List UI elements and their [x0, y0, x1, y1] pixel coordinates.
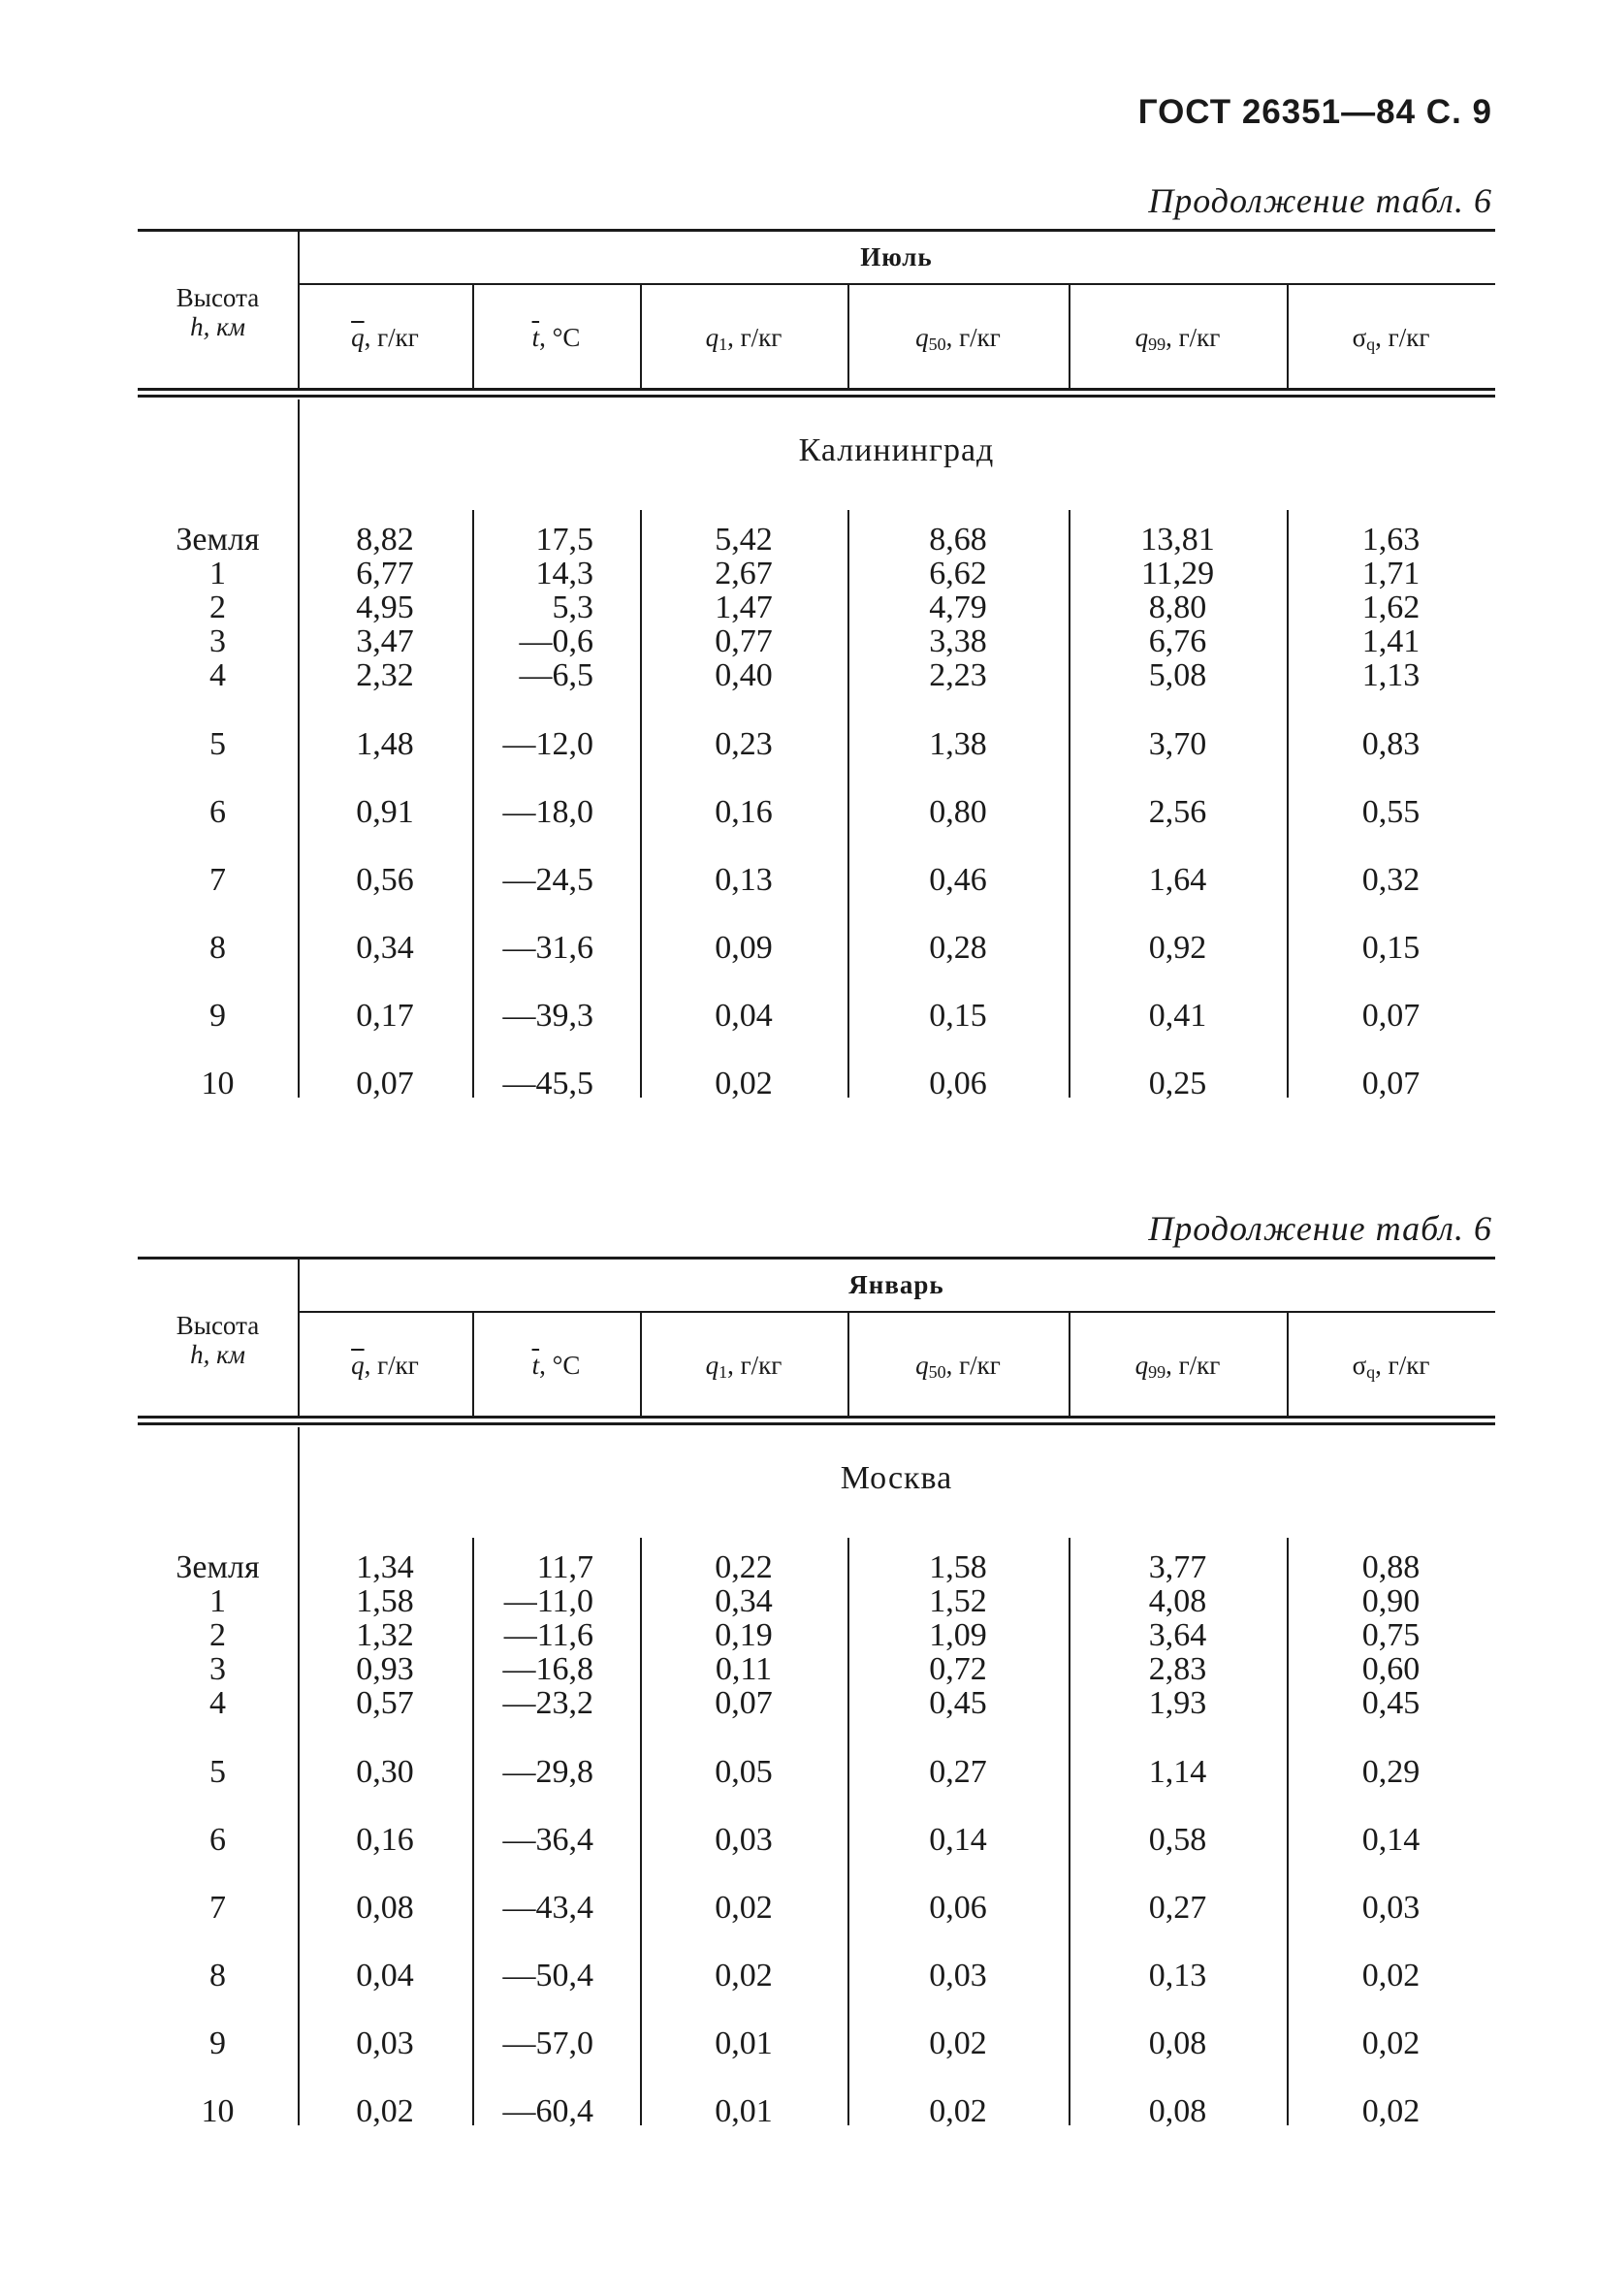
table-cell-q50: 0,80 — [929, 794, 987, 830]
column-symbol: $\overline{t}$ — [531, 1351, 540, 1380]
column-symbol: q — [1134, 323, 1149, 352]
table-cell-t: 11,7 — [536, 1549, 593, 1585]
column-unit: , г/кг — [945, 1351, 1001, 1380]
table-cell-q: 0,91 — [356, 794, 414, 830]
top-rule — [138, 229, 1495, 232]
row-height-label: 7 — [209, 862, 226, 898]
row-height-label: 10 — [201, 2093, 235, 2129]
table-cell-q99: 1,64 — [1148, 862, 1207, 898]
table-cell-q: 0,07 — [356, 1066, 414, 1101]
table-cell-q: 0,30 — [356, 1754, 414, 1790]
table-cell-t: 14,3 — [535, 556, 593, 591]
table-cell-q50: 0,46 — [929, 862, 987, 898]
table-cell-t: —18,0 — [502, 794, 593, 830]
table-cell-q50: 0,45 — [929, 1685, 987, 1721]
row-height-label: 6 — [209, 794, 226, 830]
header-rule — [138, 1416, 1495, 1425]
table-cell-q99: 8,80 — [1148, 590, 1207, 625]
row-height-label: 3 — [209, 623, 226, 659]
table-cell-sigma: 0,75 — [1361, 1617, 1421, 1653]
row-height-label: 7 — [209, 1890, 226, 1926]
table-cell-sigma: 0,83 — [1361, 726, 1421, 762]
table-cell-q: 1,32 — [356, 1617, 414, 1653]
table-cell-q50: 0,06 — [929, 1066, 987, 1101]
column-subscript: 1 — [719, 1362, 728, 1382]
column-unit: , г/кг — [364, 1351, 419, 1380]
column-unit: , г/кг — [727, 1351, 783, 1380]
column-subscript: 99 — [1148, 1362, 1166, 1382]
table-cell-q1: 0,16 — [715, 794, 773, 830]
table-cell-q1: 0,04 — [715, 998, 773, 1034]
table-cell-sigma: 1,71 — [1361, 556, 1421, 591]
table-cell-q99: 2,56 — [1148, 794, 1207, 830]
table-cell-q: 0,16 — [356, 1822, 414, 1858]
row-height-label: 3 — [209, 1651, 226, 1687]
table-july-kaliningrad — [138, 229, 1495, 1135]
stub-label-line2: h, км — [190, 312, 245, 341]
table-cell-q: 0,93 — [356, 1651, 414, 1687]
table-cell-q99: 5,08 — [1148, 657, 1207, 693]
table-cell-q50: 0,03 — [929, 1958, 987, 1993]
table-cell-q99: 6,76 — [1148, 623, 1207, 659]
table-cell-q50: 0,27 — [929, 1754, 987, 1790]
table-cell-sigma: 0,07 — [1361, 998, 1421, 1034]
table-cell-q99: 1,93 — [1148, 1685, 1207, 1721]
table-cell-q1: 0,05 — [715, 1754, 773, 1790]
column-symbol: q — [705, 1351, 719, 1380]
table-cell-q99: 0,08 — [1148, 2025, 1207, 2061]
stub-header — [138, 283, 298, 341]
table-cell-t: —6,5 — [519, 657, 593, 693]
table-cell-q1: 0,11 — [715, 1651, 773, 1687]
column-subscript: 50 — [928, 1362, 946, 1382]
table-cell-q50: 0,28 — [929, 930, 987, 966]
table-cell-t: —11,6 — [503, 1617, 593, 1653]
table-cell-q1: 0,01 — [715, 2025, 773, 2061]
table-cell-t: —36,4 — [502, 1822, 593, 1858]
stub-label-line1: Высота — [176, 1311, 260, 1340]
table-cell-q: 6,77 — [356, 556, 414, 591]
row-height-label: Земля — [176, 1549, 260, 1585]
table-cell-q: 0,57 — [356, 1685, 414, 1721]
column-header-t-mean — [472, 323, 640, 353]
table-cell-sigma: 0,02 — [1361, 2093, 1421, 2129]
column-unit: , г/кг — [945, 323, 1001, 352]
table-cell-sigma: 0,60 — [1361, 1651, 1421, 1687]
column-symbol: q — [1134, 1351, 1149, 1380]
column-subscript: 99 — [1148, 335, 1166, 354]
table-cell-q50: 0,15 — [929, 998, 987, 1034]
table-cell-q99: 4,08 — [1148, 1583, 1207, 1619]
table-cell-q1: 2,67 — [715, 556, 773, 591]
table-cell-t: —50,4 — [502, 1958, 593, 1993]
table-cell-q1: 0,07 — [715, 1685, 773, 1721]
table-cell-sigma: 1,63 — [1361, 522, 1421, 558]
table-cell-sigma: 0,88 — [1361, 1549, 1421, 1585]
top-rule — [138, 1257, 1495, 1260]
table-cell-sigma: 0,07 — [1361, 1066, 1421, 1101]
row-height-label: 5 — [209, 726, 226, 762]
column-header-t-mean — [472, 1351, 640, 1381]
table-cell-q50: 4,79 — [929, 590, 987, 625]
table-cell-q: 0,02 — [356, 2093, 414, 2129]
column-header-sigma — [1287, 1351, 1495, 1383]
column-unit: , г/кг — [727, 323, 783, 352]
table-cell-sigma: 1,62 — [1361, 590, 1421, 625]
table-cell-q1: 0,40 — [715, 657, 773, 693]
table-cell-q99: 1,14 — [1148, 1754, 1207, 1790]
table-cell-sigma: 1,13 — [1361, 657, 1421, 693]
stub-label-line1: Высота — [176, 283, 260, 312]
table-cell-sigma: 0,55 — [1361, 794, 1421, 830]
month-rule — [298, 283, 1495, 285]
table-cell-q1: 5,42 — [715, 522, 773, 558]
table-cell-q1: 0,09 — [715, 930, 773, 966]
column-header-sigma — [1287, 323, 1495, 355]
table-cell-t: —60,4 — [502, 2093, 593, 2129]
row-height-label: 5 — [209, 1754, 226, 1790]
column-unit: , г/кг — [364, 323, 419, 352]
row-height-label: 1 — [209, 1583, 226, 1619]
table-cell-t: —45,5 — [502, 1066, 593, 1101]
column-unit: , °С — [539, 1351, 581, 1380]
table-cell-q1: 0,03 — [715, 1822, 773, 1858]
row-height-label: 9 — [209, 2025, 226, 2061]
row-height-label: 9 — [209, 998, 226, 1034]
table-cell-sigma: 1,41 — [1361, 623, 1421, 659]
column-unit: , г/кг — [1166, 1351, 1221, 1380]
column-symbol: q — [915, 323, 929, 352]
column-unit: , г/кг — [1375, 323, 1430, 352]
table-cell-q1: 0,02 — [715, 1958, 773, 1993]
table-cell-q1: 0,02 — [715, 1890, 773, 1926]
table-cell-t: —12,0 — [502, 726, 593, 762]
table-cell-q99: 11,29 — [1140, 556, 1215, 591]
table-cell-t: —23,2 — [502, 1685, 593, 1721]
table-cell-q: 2,32 — [356, 657, 414, 693]
table-caption-2: Продолжение табл. 6 — [1148, 1209, 1492, 1248]
table-cell-q: 0,08 — [356, 1890, 414, 1926]
table-january-moscow — [138, 1257, 1495, 2163]
column-header-q50 — [847, 1351, 1069, 1383]
table-cell-q99: 0,13 — [1148, 1958, 1207, 1993]
page-header: ГОСТ 26351—84 С. 9 — [1137, 93, 1492, 131]
table-cell-q: 0,04 — [356, 1958, 414, 1993]
table-cell-t: —31,6 — [502, 930, 593, 966]
table-cell-q: 0,34 — [356, 930, 414, 966]
table-cell-t: 17,5 — [535, 522, 593, 558]
table-cell-q: 8,82 — [356, 522, 414, 558]
month-title: Июль — [860, 242, 933, 271]
table-cell-q99: 0,41 — [1148, 998, 1207, 1034]
table-cell-q99: 2,83 — [1148, 1651, 1207, 1687]
table-cell-sigma: 0,45 — [1361, 1685, 1421, 1721]
table-cell-q50: 1,09 — [929, 1617, 987, 1653]
table-cell-q: 0,03 — [356, 2025, 414, 2061]
column-header-q99 — [1069, 323, 1287, 355]
table-cell-t: —29,8 — [502, 1754, 593, 1790]
table-caption-1: Продолжение табл. 6 — [1148, 181, 1492, 220]
table-cell-q50: 0,72 — [929, 1651, 987, 1687]
row-height-label: 1 — [209, 556, 226, 591]
table-cell-q: 4,95 — [356, 590, 414, 625]
table-cell-q: 1,58 — [356, 1583, 414, 1619]
table-cell-q1: 0,13 — [715, 862, 773, 898]
column-subscript: 50 — [928, 335, 946, 354]
table-cell-q99: 3,77 — [1148, 1549, 1207, 1585]
table-cell-q99: 0,27 — [1148, 1890, 1207, 1926]
table-cell-t: 5,3 — [552, 590, 593, 625]
table-cell-t: —0,6 — [519, 623, 593, 659]
table-cell-q: 3,47 — [356, 623, 414, 659]
table-cell-sigma: 0,02 — [1361, 2025, 1421, 2061]
table-cell-t: —11,0 — [503, 1583, 593, 1619]
row-height-label: 8 — [209, 1958, 226, 1993]
row-height-label: 6 — [209, 1822, 226, 1858]
table-cell-sigma: 0,03 — [1361, 1890, 1421, 1926]
table-cell-q99: 0,25 — [1148, 1066, 1207, 1101]
column-header-q-mean — [298, 1351, 472, 1381]
table-cell-sigma: 0,15 — [1361, 930, 1421, 966]
column-symbol: $\overline{q}$ — [351, 1351, 365, 1380]
month-rule — [298, 1311, 1495, 1313]
column-unit: , г/кг — [1375, 1351, 1430, 1380]
table-cell-q99: 3,64 — [1148, 1617, 1207, 1653]
stub-header — [138, 1311, 298, 1369]
column-header-q50 — [847, 323, 1069, 355]
table-cell-sigma: 0,02 — [1361, 1958, 1421, 1993]
column-header-q99 — [1069, 1351, 1287, 1383]
table-cell-t: —24,5 — [502, 862, 593, 898]
table-cell-q50: 2,23 — [929, 657, 987, 693]
column-symbol: σ — [1352, 323, 1367, 352]
row-height-label: 10 — [201, 1066, 235, 1101]
table-cell-q: 1,48 — [356, 726, 414, 762]
table-cell-q1: 0,23 — [715, 726, 773, 762]
table-cell-q50: 6,62 — [929, 556, 987, 591]
column-symbol: q — [705, 323, 719, 352]
table-cell-sigma: 0,29 — [1361, 1754, 1421, 1790]
table-cell-q: 0,17 — [356, 998, 414, 1034]
table-cell-q99: 0,58 — [1148, 1822, 1207, 1858]
row-height-label: Земля — [176, 522, 260, 558]
column-subscript: q — [1366, 335, 1376, 354]
table-cell-q50: 0,06 — [929, 1890, 987, 1926]
table-cell-q50: 1,38 — [929, 726, 987, 762]
column-header-q1 — [640, 323, 847, 355]
month-title: Январь — [848, 1270, 944, 1299]
column-subscript: q — [1366, 1362, 1376, 1382]
column-symbol: $\overline{t}$ — [531, 323, 540, 352]
column-unit: , °С — [539, 323, 581, 352]
table-cell-q99: 0,92 — [1148, 930, 1207, 966]
table-cell-q99: 13,81 — [1140, 522, 1215, 558]
table-cell-q1: 0,34 — [715, 1583, 773, 1619]
column-subscript: 1 — [719, 335, 728, 354]
table-cell-t: —57,0 — [502, 2025, 593, 2061]
table-cell-q50: 8,68 — [929, 522, 987, 558]
city-label: Москва — [840, 1460, 953, 1496]
table-cell-q50: 0,02 — [929, 2025, 987, 2061]
column-symbol: q — [915, 1351, 929, 1380]
table-cell-q1: 0,19 — [715, 1617, 773, 1653]
table-cell-q1: 0,77 — [715, 623, 773, 659]
column-header-q-mean — [298, 323, 472, 353]
city-label: Калининград — [798, 432, 995, 468]
table-cell-t: —43,4 — [502, 1890, 593, 1926]
column-unit: , г/кг — [1166, 323, 1221, 352]
table-cell-q: 0,56 — [356, 862, 414, 898]
column-symbol: $\overline{q}$ — [351, 323, 365, 352]
table-cell-q1: 0,01 — [715, 2093, 773, 2129]
header-rule — [138, 388, 1495, 398]
row-height-label: 2 — [209, 1617, 226, 1653]
table-cell-t: —16,8 — [502, 1651, 593, 1687]
table-cell-q99: 3,70 — [1148, 726, 1207, 762]
table-cell-q1: 0,22 — [715, 1549, 773, 1585]
table-cell-sigma: 0,14 — [1361, 1822, 1421, 1858]
table-cell-q: 1,34 — [356, 1549, 414, 1585]
table-cell-q50: 1,58 — [929, 1549, 987, 1585]
column-symbol: σ — [1352, 1351, 1367, 1380]
table-cell-q50: 0,14 — [929, 1822, 987, 1858]
table-cell-q50: 1,52 — [929, 1583, 987, 1619]
row-height-label: 4 — [209, 1685, 226, 1721]
table-cell-t: —39,3 — [502, 998, 593, 1034]
column-header-q1 — [640, 1351, 847, 1383]
table-cell-q1: 1,47 — [715, 590, 773, 625]
table-cell-q99: 0,08 — [1148, 2093, 1207, 2129]
table-cell-q50: 3,38 — [929, 623, 987, 659]
row-height-label: 4 — [209, 657, 226, 693]
table-cell-sigma: 0,90 — [1361, 1583, 1421, 1619]
table-cell-sigma: 0,32 — [1361, 862, 1421, 898]
table-cell-q50: 0,02 — [929, 2093, 987, 2129]
stub-label-line2: h, км — [190, 1340, 245, 1369]
table-cell-q1: 0,02 — [715, 1066, 773, 1101]
row-height-label: 8 — [209, 930, 226, 966]
row-height-label: 2 — [209, 590, 226, 625]
